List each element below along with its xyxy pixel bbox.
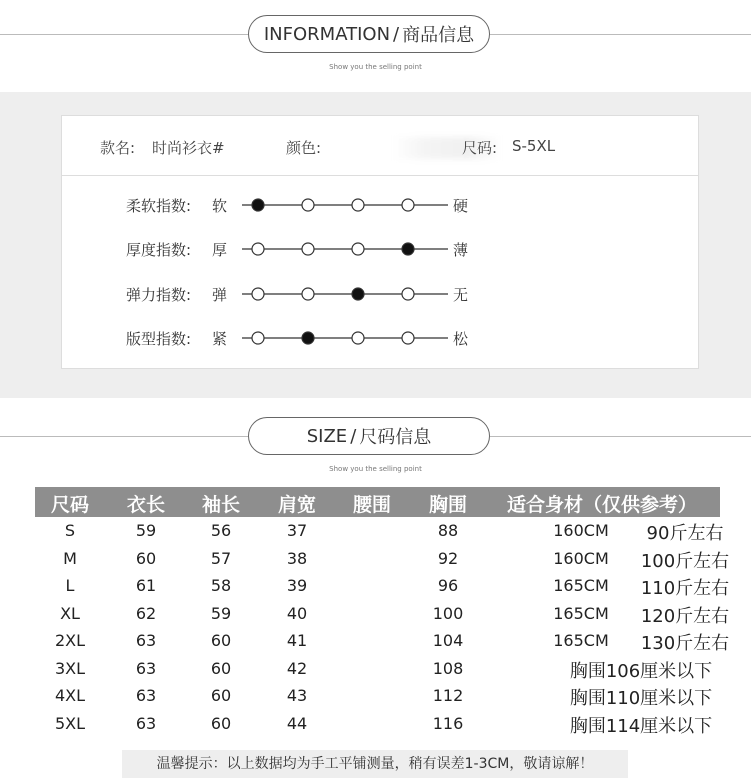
table-cell: 120斤左右 (640, 605, 730, 627)
scale-dot (352, 243, 364, 255)
table-cell: 37 (286, 521, 308, 540)
scale-row (62, 190, 698, 220)
scale-dot (352, 332, 364, 344)
table-cell: L (65, 576, 75, 595)
info-subtitle: Show you the selling point (329, 63, 422, 71)
table-cell: 5XL (54, 713, 86, 733)
table-cell: 胸围114厘米以下 (569, 715, 713, 737)
info-head (62, 116, 698, 176)
table-row (35, 601, 730, 628)
scale-dot (402, 199, 414, 211)
table-cell: S (64, 521, 76, 540)
table-cell: 胸围106厘米以下 (569, 660, 713, 682)
info-title-zh: 商品信息 (402, 25, 475, 46)
table-cell: 43 (286, 686, 308, 705)
info-title-en: INFORMATION (263, 23, 391, 45)
scale-right-label: 薄 (453, 241, 469, 259)
table-cell: 60 (135, 548, 157, 568)
divider (490, 436, 751, 437)
table-cell: 58 (210, 576, 232, 595)
scale-dot (302, 288, 314, 300)
table-cell: 胸围110厘米以下 (569, 688, 713, 709)
color-label: 颜色: (286, 139, 322, 157)
size-value: S-5XL (512, 137, 556, 155)
table-cell: 4XL (54, 686, 86, 705)
scale-dot (352, 199, 364, 211)
table-row (35, 711, 720, 738)
table-cell: 61 (135, 576, 157, 595)
table-cell: 39 (286, 576, 308, 595)
scale-dot-selected (402, 243, 414, 255)
scale-track (242, 279, 450, 309)
table-cell: 40 (286, 603, 308, 623)
table-cell: 63 (135, 658, 157, 678)
table-cell: 100 (432, 603, 464, 623)
scale-right-label: 硬 (453, 197, 469, 215)
scale-track (242, 190, 450, 220)
table-cell: 2XL (54, 631, 86, 650)
table-cell: 59 (135, 521, 157, 540)
table-cell: 116 (432, 713, 464, 733)
size-title-sep: / (350, 425, 357, 447)
table-cell: 160CM (553, 548, 609, 568)
scale-track (242, 323, 450, 353)
header-cell: 肩宽 (277, 494, 317, 516)
size-title-en: SIZE (306, 425, 348, 447)
table-cell: 165CM (553, 603, 609, 623)
scale-dot-selected (252, 199, 264, 211)
table-cell: 165CM (553, 576, 609, 595)
table-cell: 112 (432, 686, 464, 705)
table-cell: 90斤左右 (646, 523, 724, 544)
table-cell: 41 (286, 631, 308, 650)
table-cell: 60 (210, 631, 232, 650)
info-section-title (248, 15, 490, 53)
style-label: 款名: (100, 139, 136, 157)
table-row (35, 656, 720, 683)
info-title-sep: / (393, 23, 400, 45)
table-cell: 38 (286, 548, 308, 568)
scale-row (62, 323, 698, 353)
table-cell: 44 (286, 713, 308, 733)
scale-left-label: 弹 (212, 286, 228, 304)
scale-right-label: 无 (453, 286, 469, 304)
size-section-title (248, 417, 490, 455)
table-cell: 60 (210, 658, 232, 678)
table-cell: 110斤左右 (640, 578, 730, 599)
header-cell: 尺码 (50, 494, 90, 516)
scale-row (62, 279, 698, 309)
table-cell: 100斤左右 (640, 550, 730, 572)
table-cell: XL (60, 603, 80, 623)
scale-dot (252, 243, 264, 255)
scale-dot-selected (352, 288, 364, 300)
scale-label: 版型指数: (126, 330, 192, 348)
size-subtitle: Show you the selling point (329, 465, 422, 473)
table-cell: 96 (437, 576, 459, 595)
table-cell: M (63, 548, 77, 568)
table-cell: 63 (135, 713, 157, 733)
table-row (35, 683, 720, 710)
table-cell: 165CM (553, 631, 609, 650)
header-cell: 胸围 (428, 494, 468, 516)
table-cell: 56 (210, 521, 232, 540)
style-value: 时尚衫衣# (152, 139, 225, 157)
table-row (35, 573, 730, 600)
scale-dot-selected (302, 332, 314, 344)
table-cell: 3XL (54, 658, 86, 678)
scale-left-label: 软 (212, 197, 228, 215)
table-cell: 160CM (553, 521, 609, 540)
divider (0, 34, 248, 35)
scale-dot (402, 332, 414, 344)
table-row (35, 628, 730, 655)
table-row (35, 546, 730, 573)
table-cell: 63 (135, 631, 157, 650)
table-cell: 57 (210, 548, 232, 568)
table-cell: 130斤左右 (640, 633, 730, 654)
table-cell: 104 (432, 631, 464, 650)
header-cell: 腰围 (352, 494, 392, 516)
scale-label: 柔软指数: (126, 197, 192, 215)
header-cell: 适合身材（仅供参考） (506, 494, 698, 516)
table-cell: 63 (135, 686, 157, 705)
divider (0, 436, 248, 437)
scale-left-label: 厚 (212, 241, 228, 259)
scale-row (62, 234, 698, 264)
scale-right-label: 松 (453, 330, 469, 348)
tip-note: 温馨提示：以上数据均为手工平铺测量，稍有误差1-3CM，敬请谅解！ (122, 750, 628, 778)
table-cell: 42 (286, 658, 308, 678)
scale-dot (252, 288, 264, 300)
scale-dot (402, 288, 414, 300)
scale-label: 弹力指数: (126, 286, 192, 304)
table-row (35, 518, 724, 545)
size-title-zh: 尺码信息 (359, 427, 432, 448)
scale-dot (302, 243, 314, 255)
table-cell: 92 (437, 548, 459, 568)
scale-dot (302, 199, 314, 211)
table-cell: 60 (210, 686, 232, 705)
table-header-row (35, 487, 720, 517)
table-cell: 60 (210, 713, 232, 733)
table-cell: 108 (432, 658, 464, 678)
table-cell: 62 (135, 603, 157, 623)
header-cell: 袖长 (201, 494, 241, 516)
scale-left-label: 紧 (212, 330, 228, 348)
info-box (61, 115, 699, 369)
scale-dot (252, 332, 264, 344)
scale-track (242, 234, 450, 264)
header-cell: 衣长 (126, 494, 166, 516)
table-cell: 88 (437, 521, 459, 540)
scale-label: 厚度指数: (126, 241, 192, 259)
table-cell: 59 (210, 603, 232, 623)
size-label: 尺码: (462, 139, 498, 157)
divider (490, 34, 751, 35)
